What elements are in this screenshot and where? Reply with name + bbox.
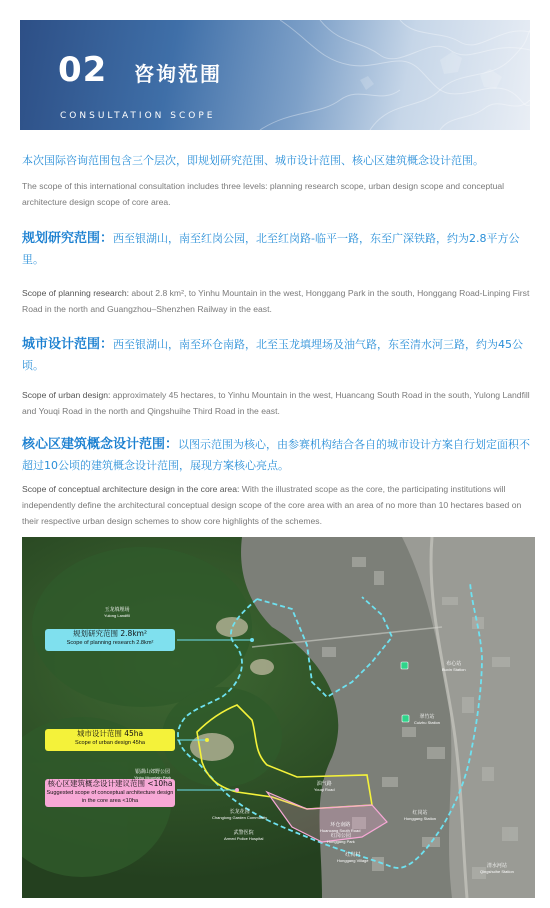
core-en <box>22 481 532 529</box>
core-en-text: With the illustrated scope as the core, the participating institutions will independently define the architectural conceptual design scope of the core area with an area of no more than 10 hectares based on their respective urban design schemes to show core highlights of the schemes. <box>22 484 522 526</box>
planning-en-label: Scope of planning research: <box>22 288 130 298</box>
core-cn-label: 核心区建筑概念设计范围： <box>22 437 179 452</box>
urban-en <box>22 387 532 419</box>
section-number: 02 <box>58 50 108 90</box>
place-yinhu-en: Yinhu Mountain Park <box>134 775 171 780</box>
place-honggang-station-cn: 红岗站 <box>412 810 428 816</box>
place-honggang-station-en: Honggang Station <box>404 816 437 821</box>
place-yinhu <box>134 769 171 781</box>
place-huancang-en: Huancang South Road <box>320 828 361 833</box>
place-armed-cn: 武警医院 <box>233 830 254 836</box>
legend-core-cn: 核心区建筑概念设计建议范围 <10ha <box>47 779 173 788</box>
legend-planning-cn: 规划研究范围 2.8km² <box>73 629 147 638</box>
section-title-cn: 咨询范围 <box>134 62 222 86</box>
place-youqi-cn: 油气路 <box>316 781 332 787</box>
place-cuizhu <box>414 714 440 726</box>
core-en-label: Scope of conceptual architecture design in the core area: <box>22 484 240 494</box>
place-honggang-village-en: Honggang Village <box>337 858 369 863</box>
place-changlong-en: Changlong Garden Community <box>212 815 268 820</box>
urban-en-text: approximately 45 hectares, to Yinhu Mountain in the west, Huancang South Road in the south, Yulong Landfill and Youqi Road in the north and Qingshuihe Third Road in the east. <box>22 390 530 416</box>
place-honggang-station <box>404 810 436 822</box>
place-buxin-cn: 布心站 <box>446 661 462 667</box>
place-yulong-cn: 玉龙填埋场 <box>104 607 130 613</box>
place-cuizhu-cn: 翠竹站 <box>419 714 435 720</box>
place-yinhu-cn: 银湖山郊野公园 <box>134 769 170 775</box>
place-changlong <box>212 809 267 821</box>
intro-cn: 本次国际咨询范围包含三个层次，即规划研究范围、城市设计范围、核心区建筑概念设计范围。 <box>22 154 484 167</box>
place-buxin-en: Buxin Station <box>442 667 466 672</box>
legend-core-en2: in the core area <10ha <box>81 798 139 804</box>
place-honggang-village-cn: 红岗村 <box>345 852 361 858</box>
satellite-map <box>22 537 535 898</box>
place-huancang-cn: 环仓南路 <box>330 822 351 828</box>
place-youqi-en: Youqi Road <box>314 787 335 792</box>
urban-cn-text: 西至银湖山，南至环仓南路，北至玉龙填埋场及油气路，东至清水河三路，约为45公顷。 <box>22 338 524 372</box>
planning-cn-label: 规划研究范围： <box>22 231 114 246</box>
place-qingshuihe <box>480 863 514 875</box>
legend-planning <box>45 629 175 651</box>
legend-core-en1: Suggested scope of conceptual architecture design <box>46 790 174 796</box>
urban-en-label: Scope of urban design: <box>22 390 111 400</box>
place-yulong-en: Yulong Landfill <box>104 613 131 618</box>
section-title-en: CONSULTATION SCOPE <box>60 111 216 121</box>
legend-core <box>45 779 175 807</box>
legend-urban-cn: 城市设计范围 45ha <box>76 729 144 738</box>
legend-planning-en: Scope of planning research 2.8km² <box>66 640 154 646</box>
place-cuizhu-en: Cuizhu Station <box>414 720 441 725</box>
site-map <box>22 537 535 898</box>
planning-cn <box>22 228 532 270</box>
urban-cn-label: 城市设计范围： <box>22 337 114 352</box>
planning-cn-text: 西至银湖山，南至红岗公园，北至红岗路-临平一路，东至广深铁路，约为2.8平方公里。 <box>22 232 520 266</box>
place-changlong-cn: 长龙花园 <box>229 809 250 815</box>
place-youqi <box>314 781 335 793</box>
place-honggang-park-en: Honggang Park <box>327 839 355 844</box>
planning-en <box>22 285 532 317</box>
intro-en: The scope of this international consultation includes three levels: planning research scope, urban design scope and conceptual architecture design scope of core area. <box>22 181 505 207</box>
planning-en-text: about 2.8 km², to Yinhu Mountain in the west, Honggang Park in the south, Honggang Road-Linping First Road in the north and Guangzhou–Shenzhen Railway in the east. <box>22 288 530 314</box>
place-honggang-village <box>337 852 369 864</box>
legend-urban-en: Scope of urban design 45ha <box>75 740 145 746</box>
urban-cn <box>22 334 532 376</box>
place-qingshuihe-en: Qingshuihe Station <box>480 869 514 874</box>
place-armed <box>224 830 263 842</box>
place-buxin <box>442 661 466 673</box>
header-banner <box>20 20 530 130</box>
place-qingshuihe-cn: 清水河站 <box>486 863 507 869</box>
place-honggang-park <box>327 833 355 845</box>
legend-urban <box>45 729 175 751</box>
place-honggang-park-cn: 红岗公园 <box>330 833 351 839</box>
place-armed-en: Armed Police Hospital <box>224 836 264 841</box>
core-cn <box>22 434 532 476</box>
core-cn-text: 以图示范围为核心，由参赛机构结合各自的城市设计方案自行划定面积不超过10公顷的建筑概念设计范围，展现方案核心亮点。 <box>22 438 531 472</box>
place-yulong <box>104 607 130 619</box>
